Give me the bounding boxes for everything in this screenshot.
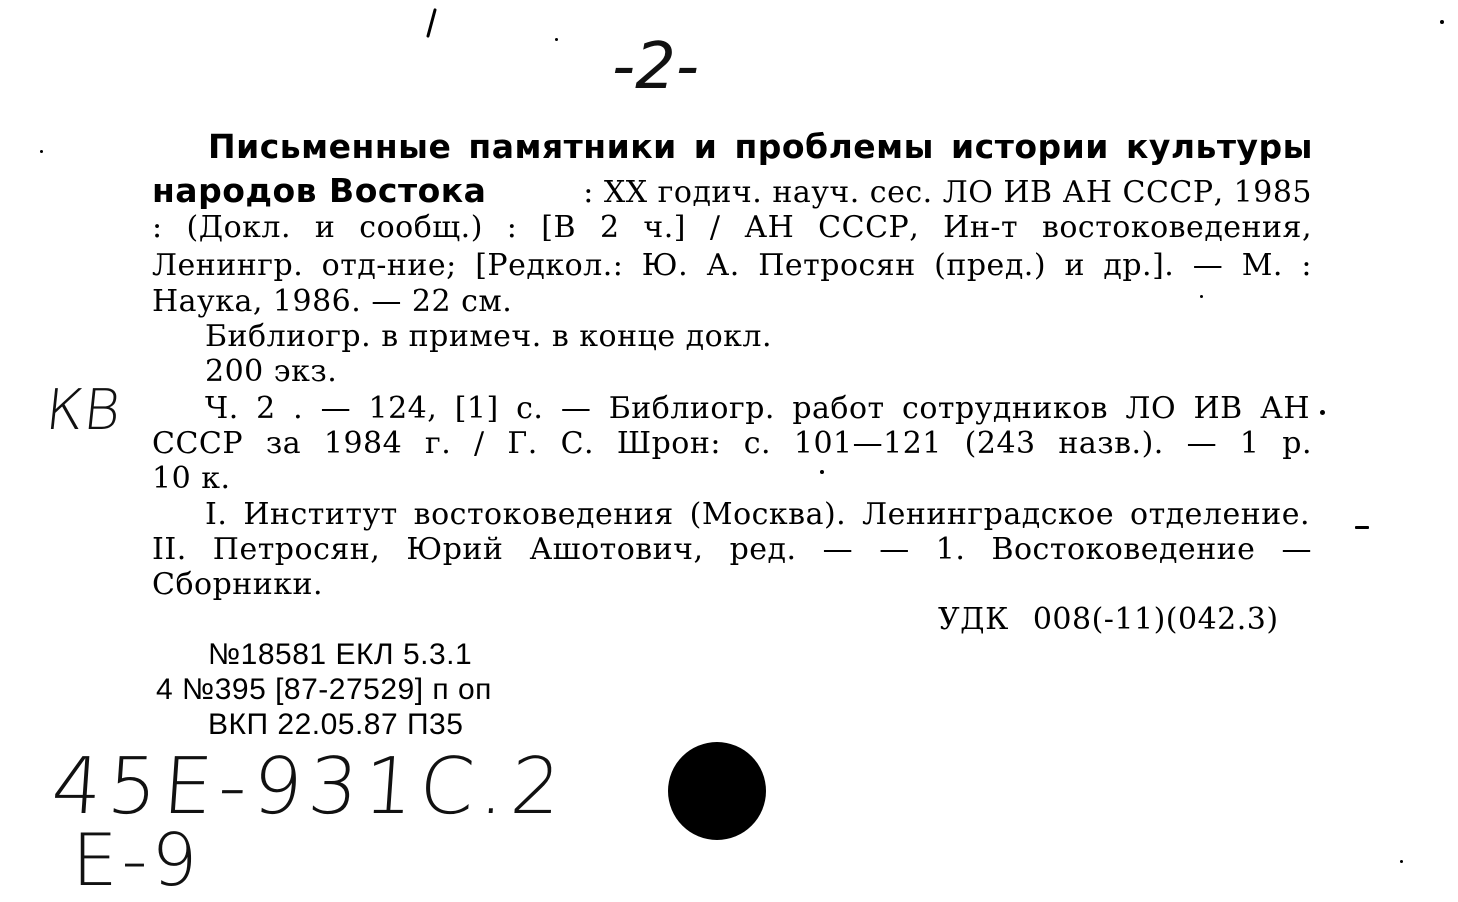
speck	[1400, 860, 1403, 863]
punch-hole	[668, 742, 766, 840]
stamp-line-2: 4 №395 [87-27529] п оп	[156, 673, 492, 706]
record-line-4: Наука, 1986. — 22 см.	[152, 284, 513, 319]
stamp-line-1: №18581 ЕКЛ 5.3.1	[208, 638, 473, 671]
title-part-1: Письменные памятники и проблемы истории культуры	[208, 127, 1313, 166]
subject-line-3: Сборники.	[152, 567, 324, 602]
speck	[1200, 295, 1203, 298]
page-number: -2-	[612, 30, 699, 104]
subject-line-2: II. Петросян, Юрий Ашотович, ред. — — 1. Востоковедение —	[152, 532, 1312, 567]
speck	[1440, 20, 1444, 24]
record-line-3: Ленингр. отд-ние; [Редкол.: Ю. А. Петросян (пред.) и др.]. — М. :	[152, 248, 1312, 283]
part-line-3: 10 к.	[152, 461, 231, 496]
conference-info: : XX годич. науч. сес. ЛО ИВ АН СССР, 1985	[583, 175, 1312, 210]
bibliography-note: Библиогр. в примеч. в конце докл.	[205, 319, 773, 354]
speck	[426, 8, 437, 38]
subject-text-1: I. Институт востоковедения (Москва). Ленинградское отделение.	[205, 497, 1310, 532]
part-text-1: Ч. 2 . — 124, [1] с. — Библиогр. работ сотрудников ЛО ИВ АН	[205, 391, 1310, 426]
udc-code: УДК 008(-11)(042.3)	[938, 602, 1279, 637]
title-line-1	[208, 127, 1313, 166]
record-line-1	[152, 171, 1312, 210]
speck	[555, 38, 558, 41]
shelf-code-2: E-9	[72, 818, 202, 902]
margin-handwriting: КВ	[42, 378, 124, 443]
title-part-2: народов Востока	[152, 171, 487, 210]
part-line-1	[205, 392, 1310, 426]
print-run: 200 экз.	[205, 354, 338, 389]
speck	[820, 470, 824, 474]
speck	[1355, 526, 1369, 529]
subject-line-1	[205, 498, 1310, 532]
record-line-2: : (Докл. и сообщ.) : [В 2 ч.] / АН СССР, Ин-т востоковедения,	[152, 210, 1312, 245]
part-line-2: СССР за 1984 г. / Г. С. Шрон: с. 101—121 (243 назв.). — 1 р.	[152, 426, 1312, 461]
speck	[1320, 410, 1325, 415]
shelf-code-1: 45E-931C.2	[48, 742, 570, 832]
stamp-line-3: ВКП 22.05.87 П35	[208, 708, 464, 741]
speck	[40, 150, 43, 153]
